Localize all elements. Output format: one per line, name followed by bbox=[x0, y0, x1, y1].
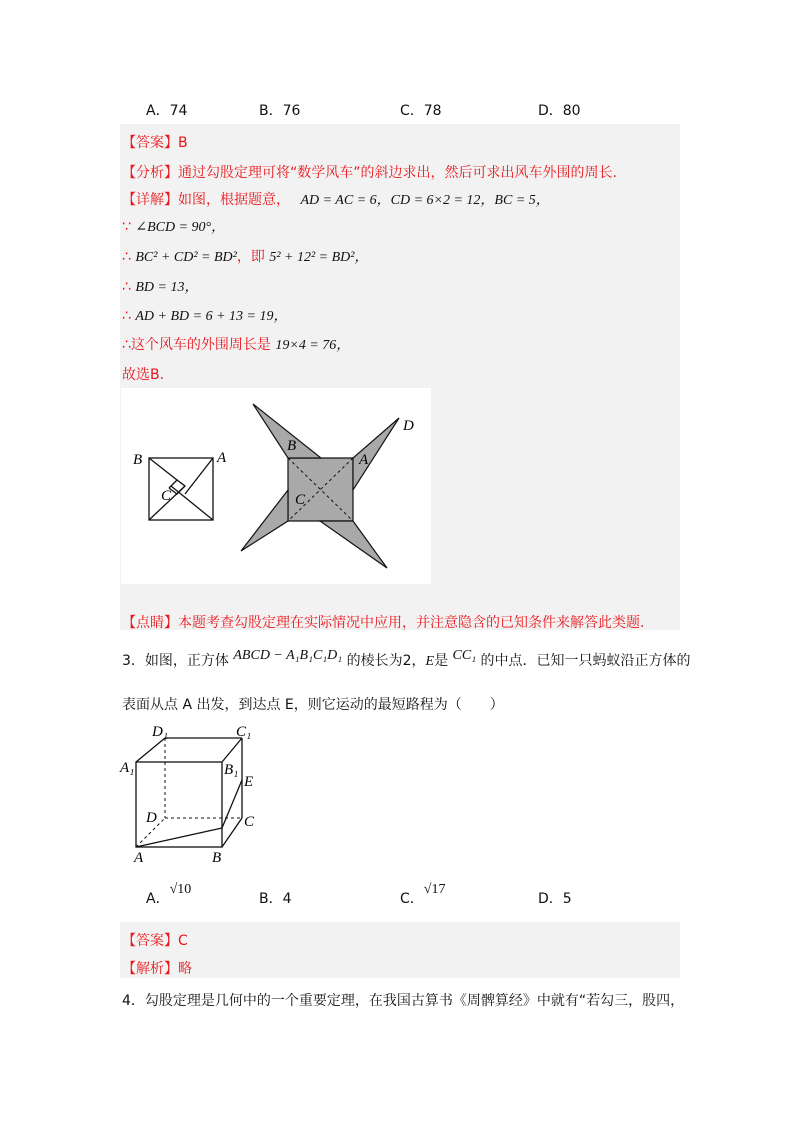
windmill-figure bbox=[121, 388, 431, 584]
q4-line: 4．勾股定理是几何中的一个重要定理，在我国古算书《周髀算经》中就有“若勾三，股四， bbox=[122, 993, 685, 1009]
q3-number: 3．如图，正方体 bbox=[122, 653, 229, 669]
conclusion-line: 故选B. bbox=[122, 367, 165, 383]
proof-line-3 bbox=[122, 276, 198, 296]
q3-option-d bbox=[538, 888, 572, 908]
analysis-text: 通过勾股定理可将“数学风车”的斜边求出，然后可求出风车外围的周长. bbox=[178, 165, 617, 181]
q3-text4: 的中点．已知一只蚂蚁沿正方体的 bbox=[480, 653, 691, 669]
cube-edges bbox=[136, 738, 242, 847]
label-d-windmill: D bbox=[403, 418, 414, 434]
q3-option-a-label: A． bbox=[146, 891, 170, 907]
q3-answer-box bbox=[120, 922, 680, 978]
q3-option-d-label: D． bbox=[538, 891, 563, 907]
option-b: B．76 bbox=[259, 103, 301, 119]
q3-option-a bbox=[146, 882, 192, 908]
q3-point: E bbox=[425, 654, 435, 669]
q3-explain: 【解析】略 bbox=[122, 961, 192, 977]
bd-math: BD = 13， bbox=[135, 280, 199, 295]
figure-background bbox=[121, 388, 431, 584]
label-e: E bbox=[244, 774, 254, 790]
pythagoras-math: BC² + CD² = BD² bbox=[135, 250, 237, 265]
q3-text3: 是 bbox=[434, 653, 449, 669]
label-a: A bbox=[134, 850, 144, 866]
q3-option-b-label: B． bbox=[259, 891, 283, 907]
label-c: C bbox=[244, 814, 255, 830]
therefore-symbol: ∴ bbox=[122, 308, 131, 324]
detail-line bbox=[122, 189, 550, 209]
label-b: B bbox=[212, 850, 222, 866]
label-b-small: B bbox=[133, 452, 143, 468]
proof-line-2 bbox=[122, 246, 368, 266]
detail-tag: 【详解】 bbox=[122, 192, 178, 208]
q3-cube-name: ABCD − A₁B₁C₁D₁ bbox=[233, 648, 343, 663]
cube-hidden-edges bbox=[136, 738, 242, 847]
pythagoras-math-2: 5² + 12² = BD²， bbox=[269, 250, 369, 265]
perimeter-text: ∴这个风车的外围周长是 bbox=[122, 337, 271, 353]
option-a: A．74 bbox=[146, 103, 188, 119]
detail-text: 如图，根据题意， bbox=[178, 192, 290, 208]
comment-line bbox=[122, 612, 644, 632]
q3-answer: 【答案】C bbox=[122, 933, 188, 949]
q3-text1: 的棱长为 bbox=[346, 653, 403, 669]
label-d: D bbox=[146, 810, 157, 826]
q3-option-b-value: 4 bbox=[282, 891, 292, 907]
q3-option-a-value: √10 bbox=[169, 882, 192, 897]
angle-math: ∠BCD = 90°， bbox=[135, 220, 226, 235]
proof-line-4 bbox=[122, 305, 288, 325]
label-b-windmill: B bbox=[287, 438, 297, 454]
comment-text: 本题考查勾股定理在实际情况中应用，并注意隐含的已知条件来解答此类题. bbox=[178, 615, 645, 631]
q3-option-b bbox=[259, 888, 292, 908]
label-a-windmill: A bbox=[359, 452, 369, 468]
q3-line-1 bbox=[122, 650, 691, 670]
q3-option-d-value: 5 bbox=[562, 891, 572, 907]
q3-option-c bbox=[400, 882, 446, 908]
label-c-windmill: C bbox=[295, 492, 306, 508]
because-symbol: ∵ bbox=[122, 219, 131, 235]
detail-math: AD = AC = 6，CD = 6×2 = 12，BC = 5， bbox=[300, 193, 550, 208]
q3-edge: 2 bbox=[402, 653, 412, 669]
q3-text2: ， bbox=[411, 653, 426, 669]
answer-line: 【答案】B bbox=[122, 135, 188, 151]
cube-figure bbox=[118, 720, 278, 868]
q3-option-c-value: √17 bbox=[423, 882, 446, 897]
option-d: D．80 bbox=[538, 103, 581, 119]
analysis-tag: 【分析】 bbox=[122, 165, 178, 181]
label-a-small: A bbox=[217, 450, 227, 466]
label-c-small: C bbox=[161, 488, 172, 504]
q3-segment: CC₁ bbox=[452, 648, 477, 663]
q3-line-2: 表面从点 A 出发，到达点 E，则它运动的最短路程为（ ） bbox=[122, 697, 504, 713]
proof-line-5 bbox=[122, 334, 350, 354]
label-a1: A₁ bbox=[120, 760, 135, 776]
proof-line-1 bbox=[122, 216, 225, 236]
comment-tag: 【点睛】 bbox=[122, 615, 178, 631]
sum-math: AD + BD = 6 + 13 = 19， bbox=[135, 309, 288, 324]
therefore-symbol: ∴ bbox=[122, 249, 131, 265]
label-d1: D₁ bbox=[152, 724, 169, 740]
q3-option-c-label: C． bbox=[400, 891, 424, 907]
line2-mid: ，即 bbox=[236, 249, 265, 265]
label-b1: B₁ bbox=[224, 762, 239, 778]
analysis-line bbox=[122, 162, 617, 182]
option-c: C．78 bbox=[400, 103, 442, 119]
therefore-symbol: ∴ bbox=[122, 279, 131, 295]
perimeter-math: 19×4 = 76， bbox=[275, 338, 351, 353]
label-c1: C₁ bbox=[236, 724, 252, 740]
